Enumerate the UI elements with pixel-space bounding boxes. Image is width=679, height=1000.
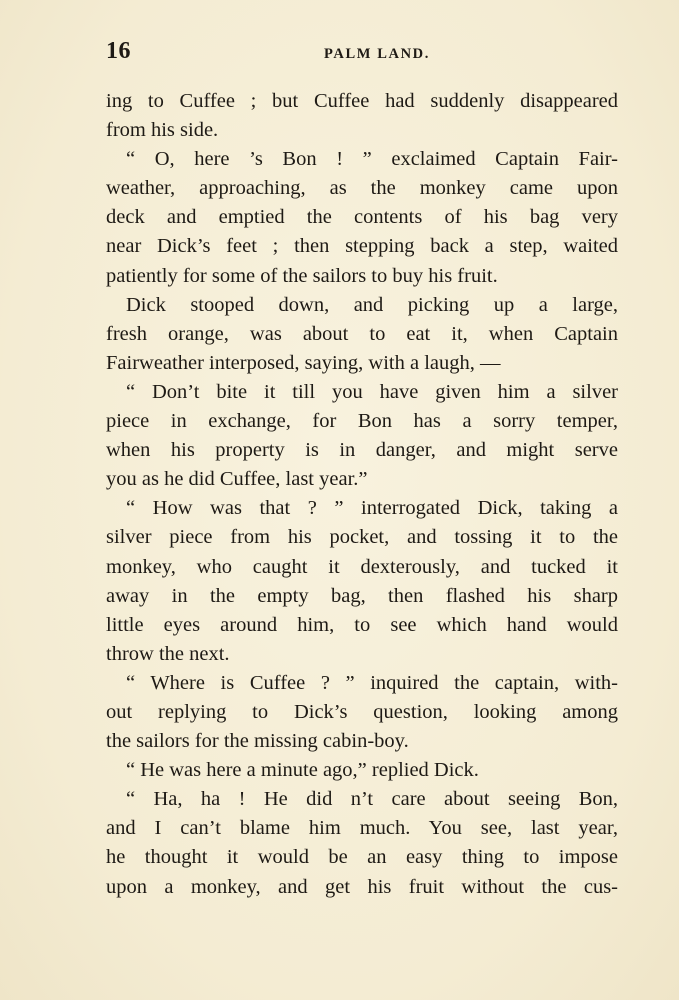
text-line: piece in exchange, for Bon has a sorry temper,: [106, 410, 618, 433]
text-line: from his side.: [106, 119, 219, 142]
text-line: “ How was that ? ” interrogated Dick, taking a: [126, 497, 618, 520]
text-line: the sailors for the missing cabin-boy.: [106, 730, 409, 753]
text-line: “ He was here a minute ago,” replied Dick.: [126, 759, 479, 782]
text-line: “ Where is Cuffee ? ” inquired the captain, with-: [126, 671, 618, 694]
text-line: near Dick’s feet ; then stepping back a step, waited: [106, 235, 618, 258]
text-line: “ Don’t bite it till you have given him a silver: [126, 380, 618, 403]
text-line: Fairweather interposed, saying, with a laugh, —: [106, 351, 501, 374]
text-line: away in the empty bag, then flashed his sharp: [106, 584, 618, 607]
text-line: silver piece from his pocket, and tossing it to the: [106, 526, 618, 549]
body-text: [106, 87, 618, 902]
text-line: and I can’t blame him much. You see, last year,: [106, 817, 618, 840]
text-line: upon a monkey, and get his fruit without the cus-: [106, 875, 618, 898]
running-title: PALM LAND.: [324, 46, 430, 62]
text-line: “ Ha, ha ! He did n’t care about seeing Bon,: [126, 788, 618, 811]
text-line: out replying to Dick’s question, looking among: [106, 700, 618, 723]
page-number: 16: [106, 38, 131, 64]
text-line: throw the next.: [106, 642, 230, 665]
page-header: [106, 38, 618, 68]
text-line: patiently for some of the sailors to buy his fruit.: [106, 264, 498, 287]
text-line: deck and emptied the contents of his bag very: [106, 206, 618, 229]
text-line: monkey, who caught it dexterously, and tucked it: [106, 555, 618, 578]
text-line: he thought it would be an easy thing to impose: [106, 846, 618, 869]
text-line: fresh orange, was about to eat it, when Captain: [106, 322, 618, 345]
text-line: “ O, here ’s Bon ! ” exclaimed Captain Fair-: [126, 148, 618, 171]
text-line: Dick stooped down, and picking up a large,: [126, 293, 618, 316]
text-line: when his property is in danger, and might serve: [106, 439, 618, 462]
text-line: weather, approaching, as the monkey came upon: [106, 177, 618, 200]
text-line: little eyes around him, to see which hand would: [106, 613, 618, 636]
text-line: ing to Cuffee ; but Cuffee had suddenly disappeared: [106, 90, 618, 112]
text-line: you as he did Cuffee, last year.”: [106, 468, 368, 491]
